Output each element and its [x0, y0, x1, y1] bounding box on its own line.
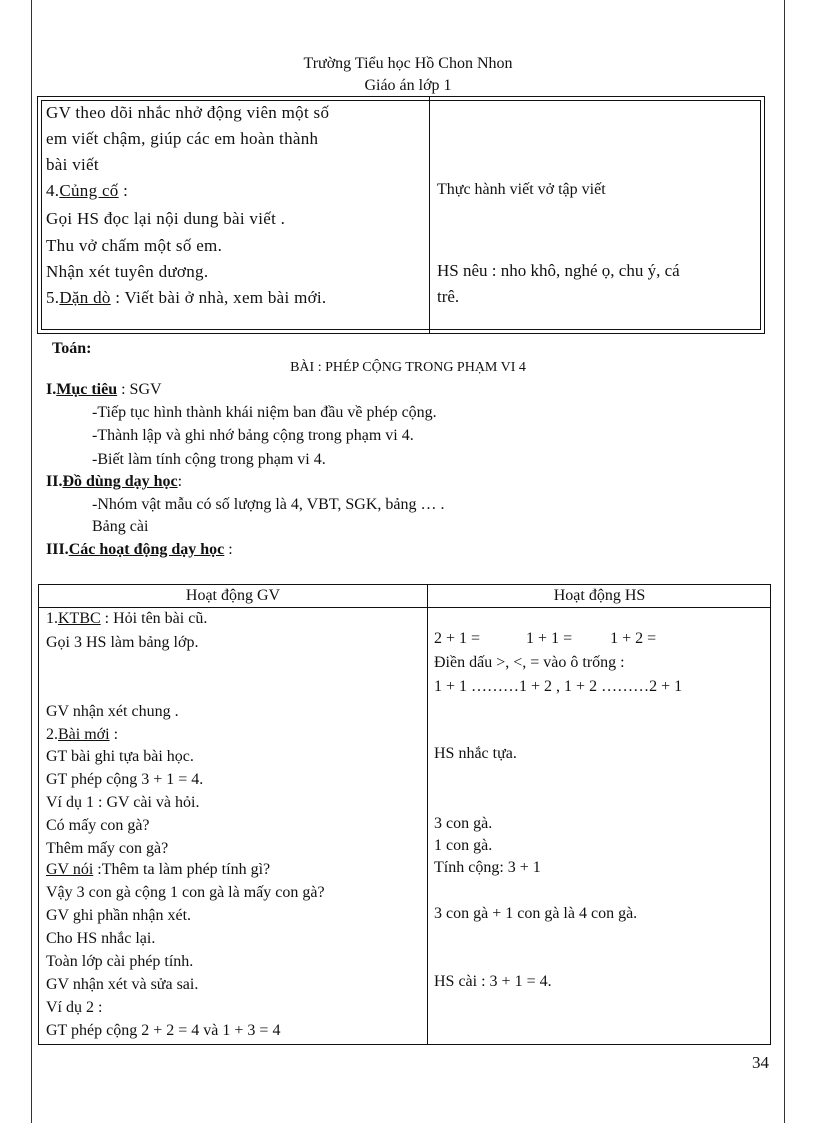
teacher-activity: GT phép cộng 2 + 2 = 4 và 1 + 3 = 4: [46, 1022, 281, 1039]
table-text: em viết chậm, giúp các em hoàn thành: [46, 129, 319, 148]
teacher-activity: GV nhận xét và sửa sai.: [46, 976, 199, 993]
objective-item: -Tiếp tục hình thành khái niệm ban đầu về phép cộng.: [92, 404, 437, 421]
table-text: bài viết: [46, 155, 99, 174]
student-activity: Điền dấu >, <, = vào ô trống :: [434, 654, 625, 671]
column-header-student: Hoạt động HS: [553, 587, 646, 604]
materials-item: Bảng cài: [92, 518, 149, 535]
student-activity: 3 con gà + 1 con gà là 4 con gà.: [434, 905, 638, 922]
table-text: Nhận xét tuyên dương.: [46, 262, 209, 281]
section-homework: 5.Dặn dò : Viết bài ở nhà, xem bài mới.: [46, 288, 327, 307]
table-header-rule: [39, 607, 770, 608]
student-activity: 1 + 1 ………1 + 2 , 1 + 2 ………2 + 1: [434, 678, 683, 695]
student-activity: 3 con gà.: [434, 815, 493, 832]
teacher-activity: Có mấy con gà?: [46, 817, 150, 834]
student-activity: Tính cộng: 3 + 1: [434, 859, 541, 876]
student-activity: HS nhắc tựa.: [434, 745, 517, 762]
objective-item: -Biết làm tính cộng trong phạm vi 4.: [92, 451, 326, 468]
teacher-activity: Toàn lớp cài phép tính.: [46, 953, 194, 970]
table-text: Gọi HS đọc lại nội dung bài viết .: [46, 209, 286, 228]
section-consolidate: 4.Củng cố :: [46, 181, 129, 200]
teacher-activity: GV nói :Thêm ta làm phép tính gì?: [46, 861, 271, 878]
teacher-activity: Cho HS nhắc lại.: [46, 930, 156, 947]
teacher-activity: Vậy 3 con gà cộng 1 con gà là mấy con gà?: [46, 884, 325, 901]
teacher-activity: GV nhận xét chung .: [46, 703, 179, 720]
objective-item: -Thành lập và ghi nhớ bảng cộng trong phạm vi 4.: [92, 427, 414, 444]
student-activity: HS cài : 3 + 1 = 4.: [434, 973, 552, 990]
table-text: trê.: [437, 287, 460, 306]
materials-item: -Nhóm vật mẫu có số lượng là 4, VBT, SGK, bảng … .: [92, 496, 445, 513]
teacher-activity: GT phép cộng 3 + 1 = 4.: [46, 771, 204, 788]
student-activity: 2 + 1 = 1 + 1 = 1 + 2 =: [434, 630, 657, 647]
table-text: Thu vở chấm một số em.: [46, 236, 223, 255]
section-activities: III.Các hoạt động dạy học :: [46, 541, 233, 558]
previous-lesson-table: [37, 96, 765, 334]
section-objectives: I.Mục tiêu : SGV: [46, 381, 162, 398]
activity-table: [38, 584, 771, 1045]
student-activity: 1 con gà.: [434, 837, 493, 854]
section-materials: II.Đồ dùng dạy học:: [46, 473, 183, 490]
table-divider: [429, 97, 430, 333]
page-border-left: [31, 0, 32, 1123]
subject-label: Toán:: [52, 340, 92, 357]
teacher-activity: GT bài ghi tựa bài học.: [46, 748, 194, 765]
page-border-right: [784, 0, 785, 1123]
table-divider: [427, 585, 428, 1044]
page-number: 34: [752, 1053, 769, 1072]
column-header-teacher: Hoạt động GV: [185, 587, 281, 604]
teacher-activity: Ví dụ 1 : GV cài và hỏi.: [46, 794, 200, 811]
teacher-activity: Gọi 3 HS làm bảng lớp.: [46, 634, 199, 651]
lesson-title: BÀI : PHÉP CỘNG TRONG PHẠM VI 4: [290, 360, 526, 375]
table-text: HS nêu : nho khô, nghé ọ, chu ý, cá: [437, 261, 680, 280]
teacher-activity: GV ghi phần nhận xét.: [46, 907, 192, 924]
teacher-activity: Ví dụ 2 :: [46, 999, 103, 1016]
school-name: Trường Tiểu học Hồ Chon Nhon: [303, 55, 513, 72]
table-text: Thực hành viết vở tập viết: [437, 181, 606, 198]
lesson-plan-subtitle: Giáo án lớp 1: [364, 77, 452, 94]
teacher-activity: 2.Bài mới :: [46, 726, 119, 743]
table-text: GV theo dõi nhắc nhở động viên một số: [46, 103, 330, 122]
teacher-activity: 1.KTBC : Hỏi tên bài cũ.: [46, 610, 208, 627]
teacher-activity: Thêm mấy con gà?: [46, 840, 169, 857]
